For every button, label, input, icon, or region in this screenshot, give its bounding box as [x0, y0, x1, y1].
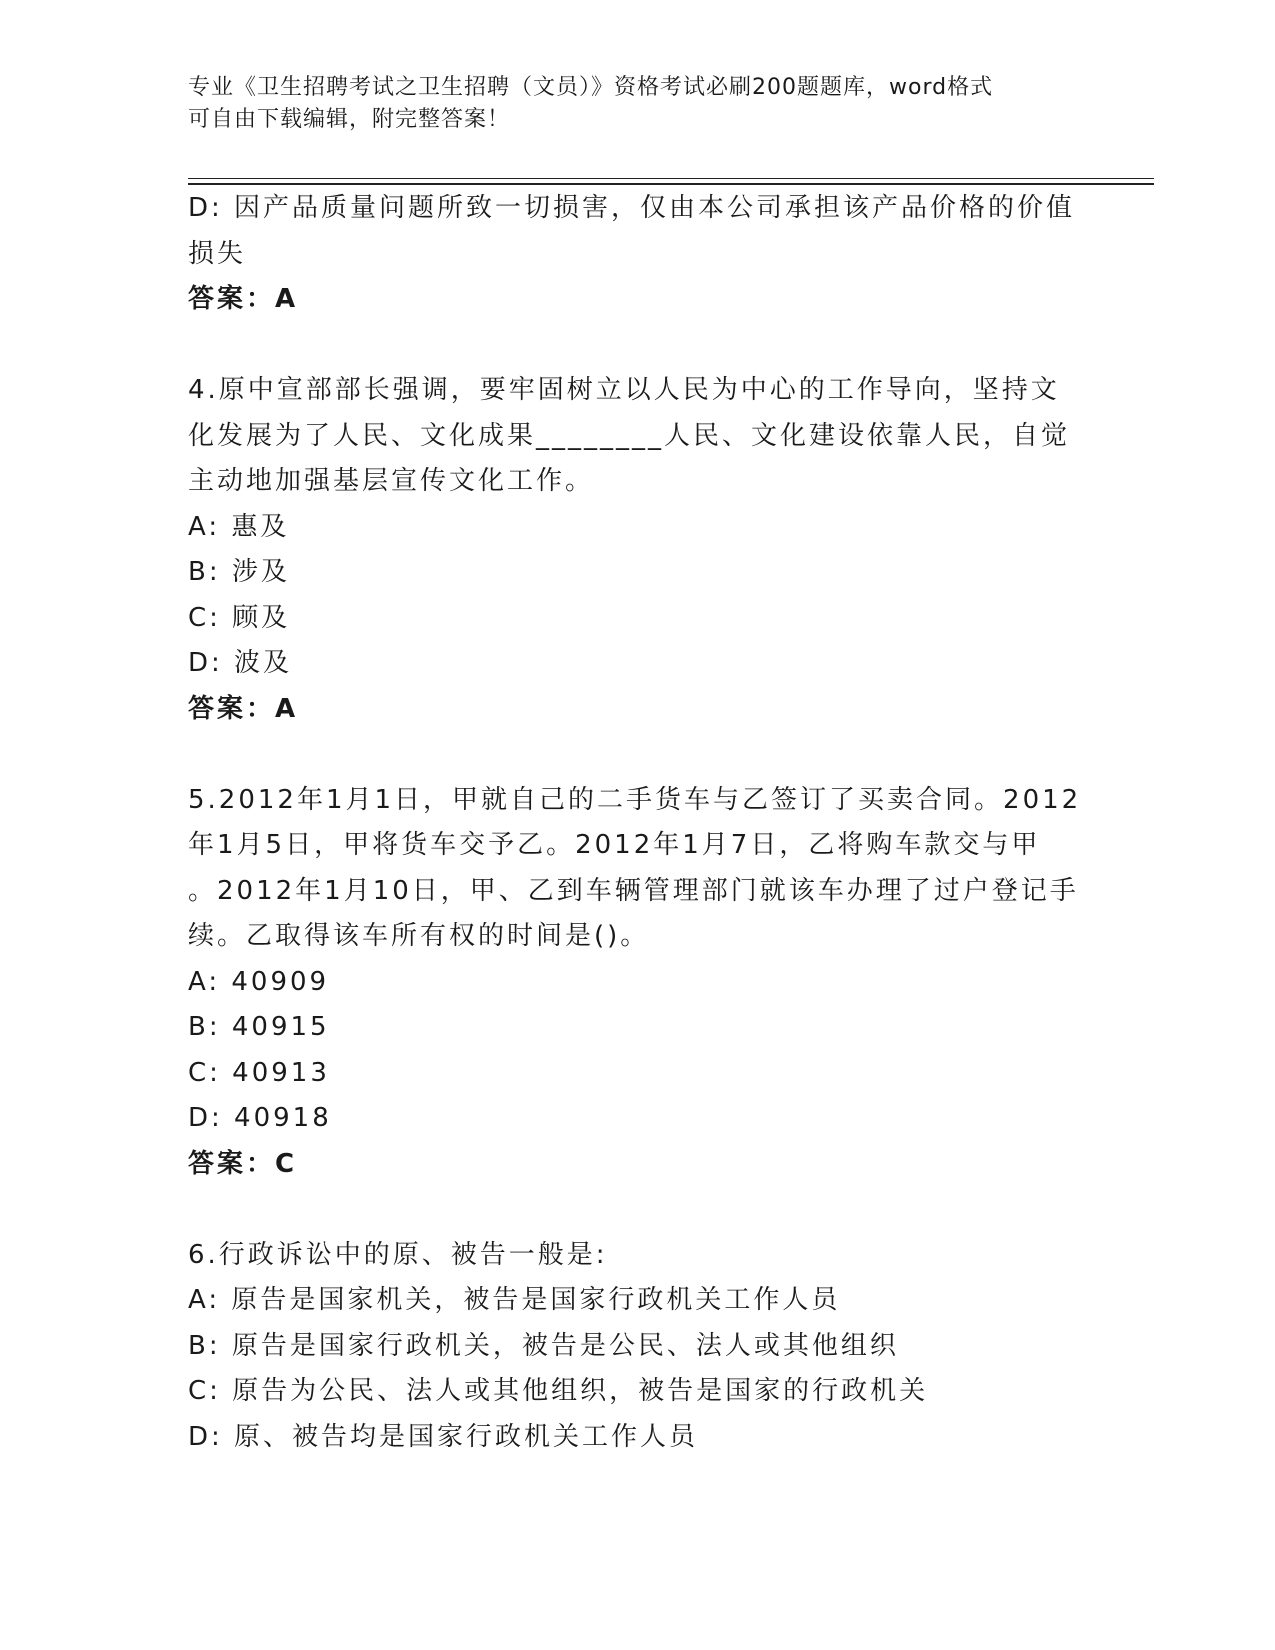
q4-answer: 答案：A — [188, 693, 299, 724]
header-line-2: 可自由下载编辑，附完整答案！ — [188, 107, 511, 132]
spacer — [188, 1187, 1088, 1233]
q5-stem-line-1: 5.2012年1月1日，甲就自己的二手货车与乙签订了买卖合同。2012 — [188, 784, 1082, 815]
question-4 — [188, 368, 1088, 732]
question-6 — [188, 1233, 1088, 1461]
spacer — [188, 732, 1088, 778]
q4-stem-line-3: 主动地加强基层宣传文化工作。 — [188, 466, 595, 496]
q5-option-c: C: 40913 — [188, 1057, 330, 1088]
q6-stem-line-1: 6.行政诉讼中的原、被告一般是: — [188, 1239, 608, 1270]
q5-option-b: B: 40915 — [188, 1012, 330, 1042]
q4-stem-line-2: 化发展为了人民、文化成果________人民、文化建设依靠人民，自觉 — [188, 420, 1071, 451]
question-5 — [188, 778, 1088, 1188]
q5-stem-line-3: 。2012年1月10日，甲、乙到车辆管理部门就该车办理了过户登记手 — [188, 875, 1079, 906]
q4-option-b: B: 涉及 — [188, 557, 290, 587]
q6-option-a: A: 原告是国家机关，被告是国家行政机关工作人员 — [188, 1285, 841, 1315]
q5-option-d: D: 40918 — [188, 1103, 332, 1133]
q3-answer: 答案：A — [188, 284, 299, 314]
q5-stem-line-4: 续。乙取得该车所有权的时间是()。 — [188, 921, 650, 951]
q3-option-d-line-1: D: 因产品质量问题所致一切损害，仅由本公司承担该产品价格的价值 — [188, 193, 1076, 223]
q4-option-a: A: 惠及 — [188, 511, 290, 542]
q4-option-d: D: 波及 — [188, 648, 293, 678]
question-3 — [188, 186, 1088, 323]
q5-stem-line-2: 年1月5日，甲将货车交予乙。2012年1月7日，乙将购车款交与甲 — [188, 830, 1041, 860]
document-body — [188, 186, 1088, 1460]
q6-option-b: B: 原告是国家行政机关，被告是公民、法人或其他组织 — [188, 1330, 899, 1361]
spacer — [188, 323, 1088, 369]
q3-option-d-line-2: 损失 — [188, 238, 247, 269]
header-rule-thick — [188, 183, 1154, 185]
q6-option-d: D: 原、被告均是国家行政机关工作人员 — [188, 1421, 699, 1452]
header-rule-thin — [188, 178, 1154, 179]
header-line-1: 专业《卫生招聘考试之卫生招聘（文员）》资格考试必刷200题题库，word格式 — [188, 75, 994, 100]
q5-option-a: A: 40909 — [188, 966, 330, 997]
q5-answer: 答案：C — [188, 1148, 298, 1179]
q4-stem-line-1: 4.原中宣部部长强调，要牢固树立以人民为中心的工作导向，坚持文 — [188, 375, 1060, 405]
q6-option-c: C: 原告为公民、法人或其他组织，被告是国家的行政机关 — [188, 1376, 929, 1406]
q4-option-c: C: 顾及 — [188, 602, 291, 633]
document-header — [188, 72, 1088, 136]
